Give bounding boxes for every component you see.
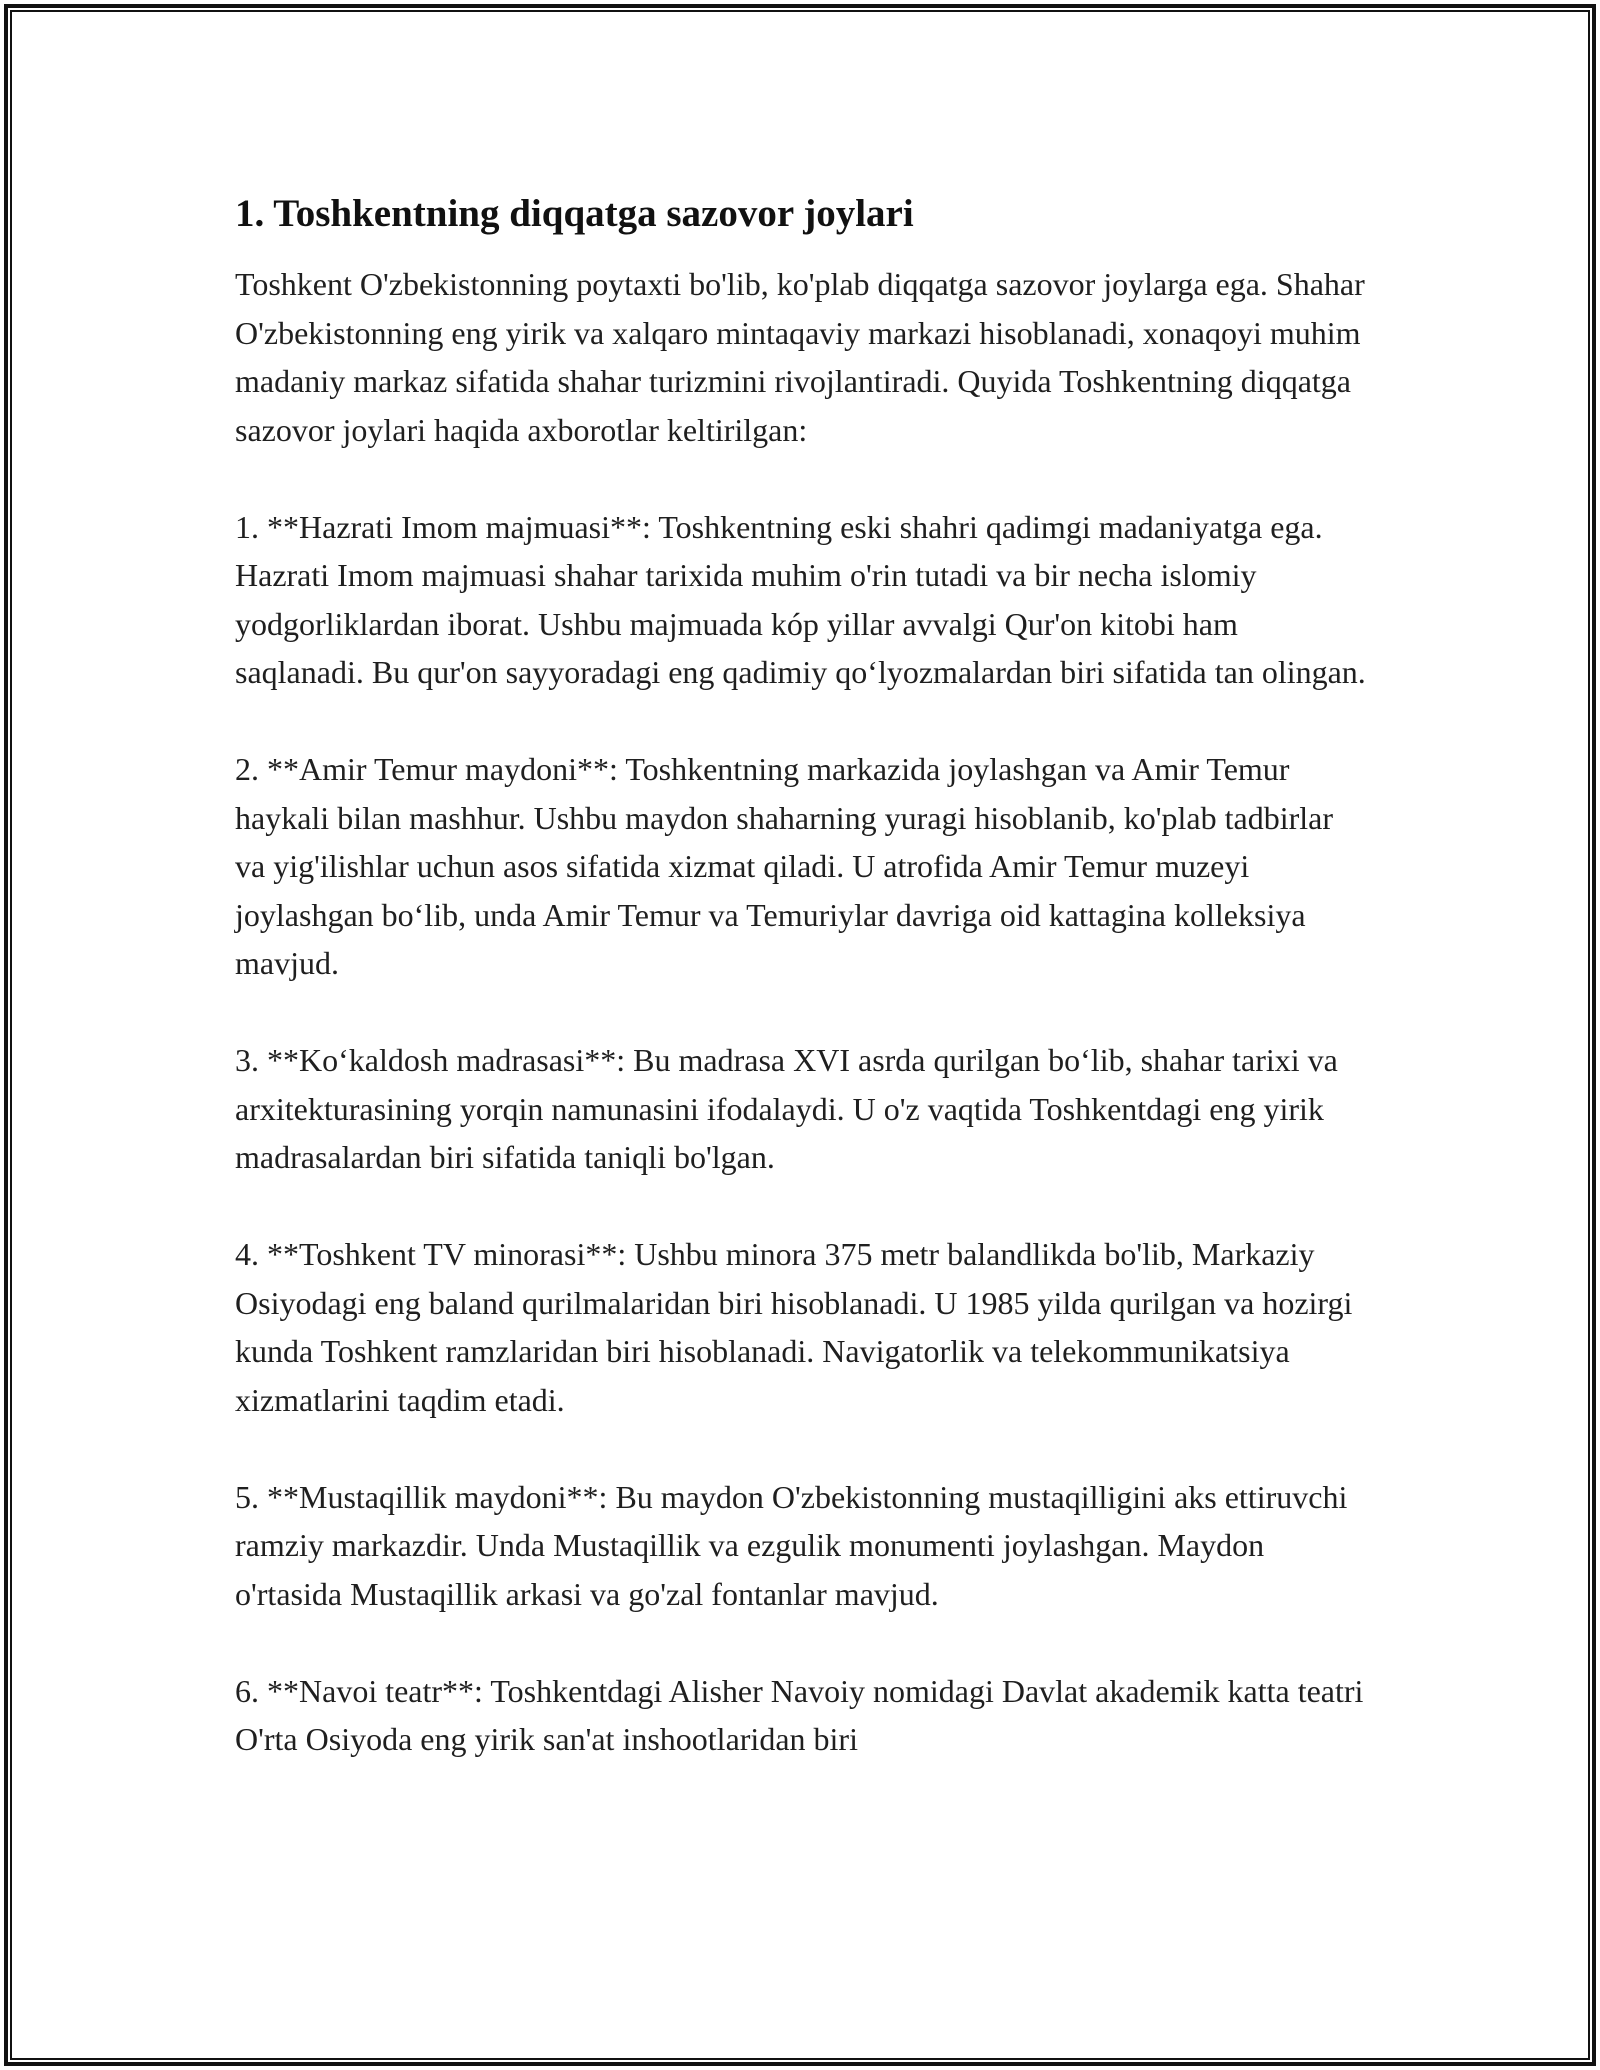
intro-paragraph: Toshkent O'zbekistonning poytaxti bo'lib, ko'plab diqqatga sazovor joylarga ega. Shahar O'zbekistonning eng yirik va xalqaro mintaqaviy markazi hisoblanadi, xonaqoyi muhim madaniy markaz sifatida shahar turizmini rivojlantiradi. Quyida Toshkentning diqqatga sazovor joylari haqida axborotlar keltirilgan: [235,266,1365,448]
paragraph-kokaldosh: 3. **Ko‘kaldosh madrasasi**: Bu madrasa XVI asrda qurilgan bo‘lib, shahar tarixi va arxitekturasining yorqin namunasini ifodalaydi. U o'z vaqtida Toshkentdagi eng yirik madrasalardan biri sifatida taniqli bo'lgan. [235,1042,1338,1175]
paragraph-navoi-teatr: 6. **Navoi teatr**: Toshkentdagi Alisher Navoiy nomidagi Davlat akademik katta teatri O'rta Osiyoda eng yirik san'at inshootlaridan biri [235,1672,1364,1757]
paragraph-tv-tower: 4. **Toshkent TV minorasi**: Ushbu minora 375 metr balandlikda bo'lib, Markaziy Osiyodagi eng baland qurilmalaridan biri hisoblanadi. U 1985 yilda qurilgan va hozirgi kunda Toshkent ramzlaridan biri hisoblanadi. Navigatorlik va telekommunikatsiya xizmatlarini taqdim etadi. [235,1236,1353,1418]
paragraph-mustaqillik: 5. **Mustaqillik maydoni**: Bu maydon O'zbekistonning mustaqilligini aks ettiruvchi ramziy markazdir. Unda Mustaqillik va ezgulik monumenti joylashgan. Maydon o'rtasida Mustaqillik arkasi va go'zal fontanlar mavjud. [235,1478,1348,1612]
document-title: 1. Toshkentning diqqatga sazovor joylari [235,192,914,235]
paragraph-hazrati-imom: 1. **Hazrati Imom majmuasi**: Toshkentning eski shahri qadimgi madaniyatga ega. Hazrati Imom majmuasi shahar tarixida muhim o'rin tutadi va bir necha islomiy yodgorliklardan iborat. Ushbu majmuada kóp yillar avvalgi Qur'on kitobi ham saqlanadi. Bu qur'on sayyoradagi eng qadimiy qo‘lyozmalardan biri sifatida tan olingan. [235,508,1366,690]
document-body [235,186,1370,1812]
paragraph-amir-temur: 2. **Amir Temur maydoni**: Toshkentning markazida joylashgan va Amir Temur haykali bilan mashhur. Ushbu maydon shaharning yuragi hisoblanib, ko'plab tadbirlar va yig'ilishlar uchun asos sifatida xizmat qiladi. U atrofida Amir Temur muzeyi joylashgan bo‘lib, unda Amir Temur va Temuriylar davriga oid kattagina kolleksiya mavjud. [235,751,1333,981]
